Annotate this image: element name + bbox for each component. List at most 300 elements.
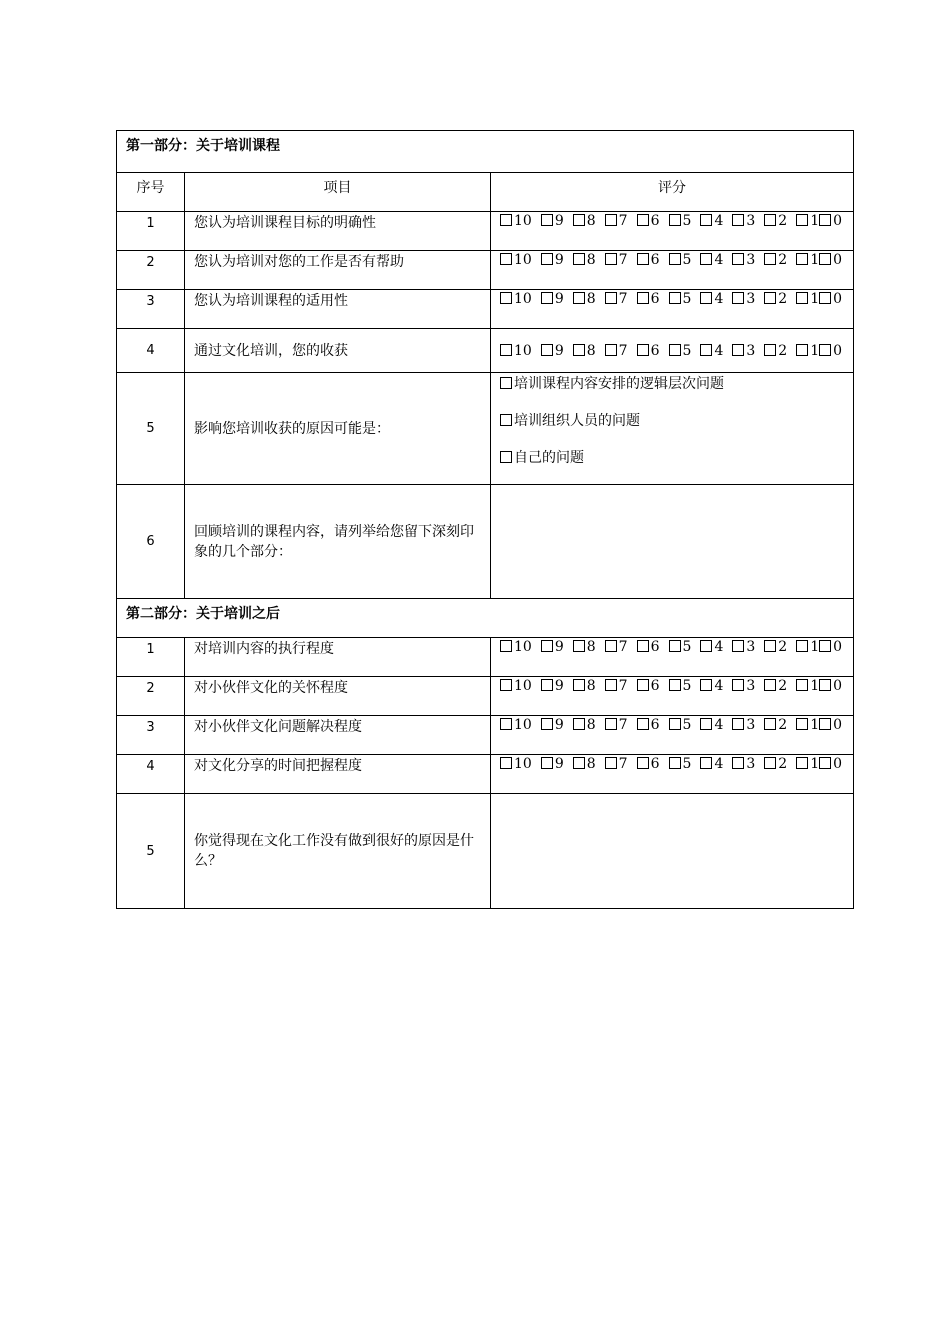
checkbox-icon[interactable] — [819, 214, 831, 226]
score-option[interactable] — [637, 756, 660, 772]
checkbox-icon[interactable] — [819, 292, 831, 304]
score-option[interactable] — [764, 252, 787, 268]
score-options — [491, 251, 854, 290]
training-survey-table — [116, 130, 854, 909]
checkbox-icon[interactable] — [541, 214, 553, 226]
score-option[interactable] — [700, 756, 723, 772]
score-value: 1 — [810, 678, 820, 694]
score-option[interactable] — [500, 678, 532, 694]
score-option[interactable] — [732, 717, 755, 733]
checkbox-icon[interactable] — [541, 344, 553, 356]
score-option[interactable] — [605, 291, 628, 307]
score-option[interactable] — [541, 678, 564, 694]
checkbox-icon[interactable] — [700, 757, 712, 769]
checkbox-icon[interactable] — [605, 679, 617, 691]
score-value: 6 — [650, 342, 660, 359]
score-value: 0 — [833, 717, 843, 733]
score-option[interactable] — [732, 639, 755, 655]
score-option[interactable] — [669, 291, 692, 307]
score-value: 6 — [650, 639, 660, 655]
score-value: 5 — [682, 291, 692, 307]
score-option[interactable] — [637, 717, 660, 733]
score-value: 9 — [554, 213, 564, 229]
score-option[interactable] — [764, 213, 787, 229]
score-value: 3 — [746, 252, 756, 268]
score-option[interactable] — [764, 678, 787, 694]
header-score: 评分 — [491, 173, 854, 212]
score-option[interactable] — [541, 252, 564, 268]
score-option[interactable] — [541, 343, 564, 359]
header-item: 项目 — [185, 173, 491, 212]
row-number: 3 — [117, 716, 185, 755]
score-option[interactable] — [573, 252, 596, 268]
checkbox-icon[interactable] — [796, 344, 808, 356]
checkbox-icon[interactable] — [637, 718, 649, 730]
score-options — [491, 716, 854, 755]
score-option[interactable] — [819, 291, 842, 307]
checkbox-icon[interactable] — [796, 679, 808, 691]
score-option[interactable] — [605, 343, 628, 359]
checkbox-icon[interactable] — [819, 679, 831, 691]
score-value: 6 — [650, 252, 660, 268]
score-option[interactable] — [819, 756, 842, 772]
score-option[interactable] — [637, 252, 660, 268]
header-number: 序号 — [117, 173, 185, 212]
row-number: 1 — [117, 212, 185, 251]
score-value: 7 — [618, 291, 628, 307]
score-option[interactable] — [764, 343, 787, 359]
checkbox-icon[interactable] — [764, 253, 776, 265]
score-value: 5 — [682, 252, 692, 268]
checkbox-icon[interactable] — [764, 292, 776, 304]
score-options — [491, 329, 854, 373]
checkbox-icon[interactable] — [573, 214, 585, 226]
score-value: 0 — [833, 639, 843, 655]
score-value: 6 — [650, 291, 660, 307]
score-value: 10 — [514, 756, 532, 772]
score-option[interactable] — [605, 639, 628, 655]
score-option[interactable] — [669, 213, 692, 229]
score-value: 4 — [714, 291, 724, 307]
checkbox-icon[interactable] — [573, 679, 585, 691]
checkbox-icon[interactable] — [605, 344, 617, 356]
score-value: 0 — [833, 342, 843, 359]
score-value: 3 — [746, 678, 756, 694]
score-option[interactable] — [732, 291, 755, 307]
score-value: 5 — [682, 639, 692, 655]
checkbox-icon[interactable] — [637, 757, 649, 769]
checkbox-icon[interactable] — [819, 757, 831, 769]
score-value: 0 — [833, 252, 843, 268]
row-item: 你觉得现在文化工作没有做到很好的原因是什么？ — [185, 794, 491, 909]
score-value: 6 — [650, 717, 660, 733]
score-options — [491, 677, 854, 716]
checkbox-icon[interactable] — [700, 640, 712, 652]
score-value: 8 — [586, 717, 596, 733]
row-item: 对文化分享的时间把握程度 — [185, 755, 491, 794]
table-row — [117, 755, 854, 794]
checkbox-icon[interactable] — [637, 679, 649, 691]
score-value: 0 — [833, 678, 843, 694]
score-value: 10 — [514, 342, 532, 359]
score-value: 6 — [650, 678, 660, 694]
score-option[interactable] — [700, 717, 723, 733]
header-row — [117, 173, 854, 212]
checkbox-icon[interactable] — [605, 757, 617, 769]
checkbox-icon[interactable] — [669, 718, 681, 730]
score-value: 9 — [554, 639, 564, 655]
score-options — [491, 212, 854, 251]
checkbox-icon[interactable] — [605, 718, 617, 730]
checkbox-icon[interactable] — [500, 377, 512, 389]
checkbox-icon[interactable] — [819, 640, 831, 652]
score-value: 9 — [554, 252, 564, 268]
score-value: 0 — [833, 213, 843, 229]
score-option[interactable] — [605, 756, 628, 772]
score-option[interactable] — [819, 639, 842, 655]
table-row — [117, 329, 854, 373]
checkbox-icon[interactable] — [669, 344, 681, 356]
score-value: 7 — [618, 252, 628, 268]
score-option[interactable] — [700, 291, 723, 307]
checkbox-icon[interactable] — [541, 640, 553, 652]
reason-option[interactable]: 培训课程内容安排的逻辑层次问题 — [500, 374, 853, 394]
checkbox-icon[interactable] — [700, 214, 712, 226]
score-option[interactable] — [764, 639, 787, 655]
score-options — [491, 755, 854, 794]
score-value: 2 — [778, 342, 788, 359]
score-option[interactable] — [796, 213, 819, 229]
table-row — [117, 212, 854, 251]
row-item: 通过文化培训，您的收获 — [185, 329, 491, 373]
score-option[interactable] — [573, 343, 596, 359]
score-option[interactable] — [605, 213, 628, 229]
checkbox-icon[interactable] — [500, 344, 512, 356]
checkbox-icon[interactable] — [732, 640, 744, 652]
checkbox-icon[interactable] — [764, 757, 776, 769]
checkbox-icon[interactable] — [669, 214, 681, 226]
score-option[interactable] — [796, 756, 819, 772]
score-option[interactable] — [819, 213, 842, 229]
score-value: 3 — [746, 213, 756, 229]
score-option[interactable] — [669, 756, 692, 772]
score-option[interactable] — [669, 639, 692, 655]
score-value: 10 — [514, 252, 532, 268]
score-value: 2 — [778, 291, 788, 307]
table-row-reasons — [117, 373, 854, 485]
score-value: 2 — [778, 639, 788, 655]
checkbox-icon[interactable] — [541, 718, 553, 730]
table-row — [117, 290, 854, 329]
score-value: 8 — [586, 678, 596, 694]
score-option[interactable] — [796, 343, 819, 359]
score-option[interactable] — [573, 213, 596, 229]
score-value: 7 — [618, 213, 628, 229]
checkbox-icon[interactable] — [669, 292, 681, 304]
score-value: 5 — [682, 342, 692, 359]
checkbox-icon[interactable] — [573, 757, 585, 769]
score-option[interactable] — [541, 291, 564, 307]
score-option[interactable] — [637, 343, 660, 359]
score-value: 8 — [586, 756, 596, 772]
score-option[interactable] — [669, 717, 692, 733]
score-value: 7 — [618, 678, 628, 694]
score-option[interactable] — [605, 717, 628, 733]
checkbox-icon[interactable] — [573, 292, 585, 304]
checkbox-icon[interactable] — [500, 414, 512, 426]
score-value: 1 — [810, 639, 820, 655]
score-option[interactable] — [541, 639, 564, 655]
score-option[interactable] — [637, 213, 660, 229]
checkbox-icon[interactable] — [732, 679, 744, 691]
row-number: 5 — [117, 794, 185, 909]
score-value: 10 — [514, 213, 532, 229]
score-option[interactable] — [819, 678, 842, 694]
score-option[interactable] — [796, 678, 819, 694]
checkbox-icon[interactable] — [819, 718, 831, 730]
checkbox-icon[interactable] — [796, 718, 808, 730]
score-option[interactable] — [732, 343, 755, 359]
score-option[interactable] — [764, 756, 787, 772]
score-value: 5 — [682, 756, 692, 772]
score-option[interactable] — [796, 252, 819, 268]
checkbox-icon[interactable] — [732, 757, 744, 769]
score-option[interactable] — [669, 678, 692, 694]
score-option[interactable] — [541, 213, 564, 229]
checkbox-icon[interactable] — [700, 292, 712, 304]
checkbox-icon[interactable] — [500, 757, 512, 769]
score-option[interactable] — [500, 291, 532, 307]
score-option[interactable] — [637, 291, 660, 307]
score-option[interactable] — [819, 343, 842, 359]
row-item: 您认为培训课程的适用性 — [185, 290, 491, 329]
checkbox-icon[interactable] — [541, 679, 553, 691]
score-value: 4 — [714, 717, 724, 733]
score-option[interactable] — [700, 213, 723, 229]
score-value: 1 — [810, 213, 820, 229]
checkbox-icon[interactable] — [637, 292, 649, 304]
score-value: 2 — [778, 252, 788, 268]
score-option[interactable] — [700, 252, 723, 268]
checkbox-icon[interactable] — [605, 214, 617, 226]
checkbox-icon[interactable] — [732, 344, 744, 356]
checkbox-icon[interactable] — [819, 344, 831, 356]
row-number: 2 — [117, 251, 185, 290]
score-value: 1 — [810, 252, 820, 268]
score-value: 4 — [714, 678, 724, 694]
answer-area[interactable] — [491, 794, 854, 909]
score-value: 7 — [618, 717, 628, 733]
score-value: 5 — [682, 717, 692, 733]
checkbox-icon[interactable] — [500, 253, 512, 265]
score-value: 9 — [554, 717, 564, 733]
reason-option[interactable]: 培训组织人员的问题 — [500, 411, 853, 431]
score-value: 7 — [618, 639, 628, 655]
row-number: 2 — [117, 677, 185, 716]
reason-options — [491, 373, 854, 485]
section-row-part2 — [117, 599, 854, 638]
score-value: 4 — [714, 342, 724, 359]
score-value: 7 — [618, 756, 628, 772]
score-option[interactable] — [500, 252, 532, 268]
score-value: 3 — [746, 717, 756, 733]
checkbox-icon[interactable] — [500, 640, 512, 652]
checkbox-icon[interactable] — [700, 253, 712, 265]
checkbox-icon[interactable] — [669, 679, 681, 691]
score-option[interactable] — [605, 252, 628, 268]
checkbox-icon[interactable] — [796, 214, 808, 226]
score-value: 8 — [586, 342, 596, 359]
score-option[interactable] — [700, 343, 723, 359]
checkbox-icon[interactable] — [764, 344, 776, 356]
checkbox-icon[interactable] — [541, 757, 553, 769]
checkbox-icon[interactable] — [573, 253, 585, 265]
score-value: 6 — [650, 756, 660, 772]
table-row — [117, 251, 854, 290]
score-value: 9 — [554, 678, 564, 694]
score-value: 1 — [810, 291, 820, 307]
score-option[interactable] — [732, 756, 755, 772]
checkbox-icon[interactable] — [573, 718, 585, 730]
checkbox-icon[interactable] — [796, 253, 808, 265]
checkbox-icon[interactable] — [764, 718, 776, 730]
checkbox-icon[interactable] — [500, 292, 512, 304]
score-option[interactable] — [500, 213, 532, 229]
checkbox-icon[interactable] — [732, 292, 744, 304]
score-option[interactable] — [669, 343, 692, 359]
checkbox-icon[interactable] — [700, 718, 712, 730]
score-value: 2 — [778, 717, 788, 733]
score-option[interactable] — [637, 678, 660, 694]
checkbox-icon[interactable] — [500, 718, 512, 730]
checkbox-icon[interactable] — [796, 640, 808, 652]
score-option[interactable] — [764, 717, 787, 733]
score-option[interactable] — [764, 291, 787, 307]
row-number: 4 — [117, 329, 185, 373]
checkbox-icon[interactable] — [500, 679, 512, 691]
row-item: 您认为培训课程目标的明确性 — [185, 212, 491, 251]
checkbox-icon[interactable] — [732, 253, 744, 265]
score-value: 1 — [810, 342, 820, 359]
score-value: 3 — [746, 639, 756, 655]
score-option[interactable] — [573, 639, 596, 655]
score-value: 6 — [650, 213, 660, 229]
section-title: 第一部分：关于培训课程 — [117, 131, 854, 173]
score-option[interactable] — [732, 678, 755, 694]
checkbox-icon[interactable] — [637, 640, 649, 652]
score-option[interactable] — [796, 639, 819, 655]
checkbox-icon[interactable] — [732, 214, 744, 226]
checkbox-icon[interactable] — [637, 253, 649, 265]
checkbox-icon[interactable] — [573, 344, 585, 356]
checkbox-icon[interactable] — [637, 214, 649, 226]
score-option[interactable] — [669, 252, 692, 268]
checkbox-icon[interactable] — [605, 253, 617, 265]
checkbox-icon[interactable] — [605, 640, 617, 652]
table-row — [117, 716, 854, 755]
score-option[interactable] — [573, 756, 596, 772]
score-option[interactable] — [500, 756, 532, 772]
checkbox-icon[interactable] — [732, 718, 744, 730]
row-item: 对培训内容的执行程度 — [185, 638, 491, 677]
table-row — [117, 638, 854, 677]
score-value: 4 — [714, 639, 724, 655]
answer-area[interactable] — [491, 485, 854, 599]
checkbox-icon[interactable] — [764, 214, 776, 226]
row-item: 对小伙伴文化问题解决程度 — [185, 716, 491, 755]
row-item: 回顾培训的课程内容，请列举给您留下深刻印象的几个部分： — [185, 485, 491, 599]
score-option[interactable] — [819, 252, 842, 268]
row-number: 4 — [117, 755, 185, 794]
score-option[interactable] — [700, 639, 723, 655]
score-value: 10 — [514, 639, 532, 655]
score-option[interactable] — [573, 678, 596, 694]
score-value: 5 — [682, 213, 692, 229]
score-value: 7 — [618, 342, 628, 359]
score-value: 9 — [554, 756, 564, 772]
score-option[interactable] — [700, 678, 723, 694]
checkbox-icon[interactable] — [796, 757, 808, 769]
checkbox-icon[interactable] — [500, 214, 512, 226]
checkbox-icon[interactable] — [669, 253, 681, 265]
score-value: 9 — [554, 342, 564, 359]
score-option[interactable] — [796, 717, 819, 733]
score-value: 5 — [682, 678, 692, 694]
score-option[interactable] — [732, 252, 755, 268]
score-options — [491, 638, 854, 677]
checkbox-icon[interactable] — [541, 253, 553, 265]
checkbox-icon[interactable] — [819, 253, 831, 265]
checkbox-icon[interactable] — [700, 679, 712, 691]
score-value: 0 — [833, 756, 843, 772]
score-value: 4 — [714, 756, 724, 772]
section-title: 第二部分：关于培训之后 — [117, 599, 854, 638]
score-option[interactable] — [819, 717, 842, 733]
table-row-open — [117, 794, 854, 909]
score-option[interactable] — [541, 756, 564, 772]
checkbox-icon[interactable] — [605, 292, 617, 304]
score-option[interactable] — [637, 639, 660, 655]
score-value: 3 — [746, 342, 756, 359]
checkbox-icon[interactable] — [669, 640, 681, 652]
checkbox-icon[interactable] — [796, 292, 808, 304]
checkbox-icon[interactable] — [637, 344, 649, 356]
score-option[interactable] — [573, 717, 596, 733]
reason-option[interactable]: 自己的问题 — [500, 448, 853, 468]
table-row — [117, 677, 854, 716]
score-option[interactable] — [541, 717, 564, 733]
checkbox-icon[interactable] — [541, 292, 553, 304]
section-row-part1 — [117, 131, 854, 173]
checkbox-icon[interactable] — [764, 640, 776, 652]
score-option[interactable] — [605, 678, 628, 694]
score-value: 8 — [586, 213, 596, 229]
score-option[interactable] — [500, 343, 532, 359]
score-value: 10 — [514, 717, 532, 733]
score-option[interactable] — [500, 717, 532, 733]
checkbox-icon[interactable] — [669, 757, 681, 769]
checkbox-icon[interactable] — [764, 679, 776, 691]
checkbox-icon[interactable] — [700, 344, 712, 356]
score-option[interactable] — [573, 291, 596, 307]
score-option[interactable] — [796, 291, 819, 307]
score-value: 8 — [586, 252, 596, 268]
score-value: 4 — [714, 252, 724, 268]
score-option[interactable] — [732, 213, 755, 229]
checkbox-icon[interactable] — [500, 451, 512, 463]
checkbox-icon[interactable] — [573, 640, 585, 652]
score-option[interactable] — [500, 639, 532, 655]
